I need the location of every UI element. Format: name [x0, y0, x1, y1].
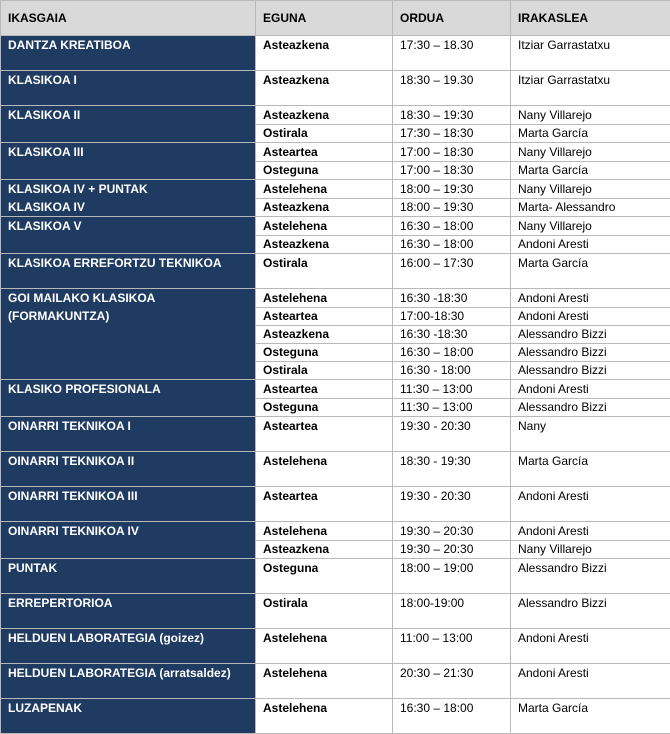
header-teacher: IRAKASLEA — [511, 1, 670, 36]
teacher-cell: Andoni Aresti — [511, 236, 670, 254]
table-row — [1, 180, 670, 199]
table-row — [1, 289, 670, 308]
subject-cell — [1, 106, 256, 143]
table-row — [1, 559, 670, 594]
time-cell: 16:30 – 18:00 — [393, 217, 511, 236]
subject-cell — [1, 629, 256, 664]
time-cell: 17:00 – 18:30 — [393, 162, 511, 180]
subject-name: PUNTAK — [8, 559, 255, 577]
table-row — [1, 452, 670, 487]
teacher-cell: Nany Villarejo — [511, 143, 670, 162]
table-row — [1, 217, 670, 236]
time-cell: 11:30 – 13:00 — [393, 380, 511, 399]
subject-cell — [1, 522, 256, 559]
time-cell: 17:30 – 18:30 — [393, 125, 511, 143]
time-cell: 16:30 – 18:00 — [393, 236, 511, 254]
table-row — [1, 143, 670, 162]
subject-name: DANTZA KREATIBOA — [8, 36, 255, 54]
time-cell: 18:30 – 19:30 — [393, 106, 511, 125]
teacher-cell: Nany Villarejo — [511, 106, 670, 125]
time-cell: 18:00 – 19:00 — [393, 559, 511, 594]
teacher-cell: Marta García — [511, 699, 670, 734]
time-cell: 17:00-18:30 — [393, 308, 511, 326]
teacher-cell: Marta- Alessandro — [511, 199, 670, 217]
day-cell: Ostirala — [256, 594, 393, 629]
table-row — [1, 417, 670, 452]
table-row — [1, 36, 670, 71]
day-cell: Asteartea — [256, 380, 393, 399]
time-cell: 16:30 – 18:00 — [393, 344, 511, 362]
time-cell: 18:30 - 19:30 — [393, 452, 511, 487]
teacher-cell: Alessandro Bizzi — [511, 559, 670, 594]
teacher-cell: Itziar Garrastatxu — [511, 71, 670, 106]
subject-name: KLASIKOA ERREFORTZU TEKNIKOA — [8, 254, 255, 272]
day-cell: Osteguna — [256, 162, 393, 180]
table-row — [1, 254, 670, 289]
table-row — [1, 699, 670, 734]
time-cell: 16:30 -18:30 — [393, 289, 511, 308]
subject-name: KLASIKOA V — [8, 217, 255, 235]
day-cell: Ostirala — [256, 125, 393, 143]
header-subject: IKASGAIA — [1, 1, 256, 36]
subject-name: KLASIKO PROFESIONALA — [8, 380, 255, 398]
day-cell: Osteguna — [256, 399, 393, 417]
table-row — [1, 522, 670, 541]
time-cell: 19:30 – 20:30 — [393, 541, 511, 559]
day-cell: Asteartea — [256, 143, 393, 162]
subject-cell — [1, 254, 256, 289]
subject-name: OINARRI TEKNIKOA IV — [8, 522, 255, 540]
table-row — [1, 629, 670, 664]
subject-name: KLASIKOA I — [8, 71, 255, 89]
header-time: ORDUA — [393, 1, 511, 36]
subject-name: LUZAPENAK — [8, 699, 255, 717]
day-cell: Osteguna — [256, 344, 393, 362]
day-cell: Asteazkena — [256, 71, 393, 106]
day-cell: Asteartea — [256, 417, 393, 452]
subject-name: KLASIKOA II — [8, 106, 255, 124]
day-cell: Ostirala — [256, 362, 393, 380]
subject-cell — [1, 380, 256, 417]
time-cell: 18:30 – 19.30 — [393, 71, 511, 106]
header-row — [1, 1, 670, 36]
subject-cell — [1, 71, 256, 106]
time-cell: 16:00 – 17:30 — [393, 254, 511, 289]
subject-name: OINARRI TEKNIKOA I — [8, 417, 255, 435]
time-cell: 11:00 – 13:00 — [393, 629, 511, 664]
subject-name: ERREPERTORIOA — [8, 594, 255, 612]
day-cell: Astelehena — [256, 452, 393, 487]
subject-name: KLASIKOA IV + PUNTAK — [8, 180, 255, 198]
subject-cell — [1, 289, 256, 380]
day-cell: Astelehena — [256, 180, 393, 199]
day-cell: Asteazkena — [256, 326, 393, 344]
teacher-cell: Andoni Aresti — [511, 380, 670, 399]
teacher-cell: Itziar Garrastatxu — [511, 36, 670, 71]
time-cell: 20:30 – 21:30 — [393, 664, 511, 699]
teacher-cell: Andoni Aresti — [511, 522, 670, 541]
time-cell: 11:30 – 13:00 — [393, 399, 511, 417]
teacher-cell: Alessandro Bizzi — [511, 362, 670, 380]
day-cell: Astelehena — [256, 629, 393, 664]
teacher-cell: Andoni Aresti — [511, 664, 670, 699]
subject-name: GOI MAILAKO KLASIKOA — [8, 289, 255, 307]
subject-cell — [1, 143, 256, 180]
teacher-cell: Andoni Aresti — [511, 308, 670, 326]
subject-cell — [1, 559, 256, 594]
day-cell: Asteazkena — [256, 541, 393, 559]
subject-name: (FORMAKUNTZA) — [8, 307, 255, 325]
day-cell: Astelehena — [256, 664, 393, 699]
teacher-cell: Nany Villarejo — [511, 180, 670, 199]
table-row — [1, 106, 670, 125]
subject-cell — [1, 699, 256, 734]
teacher-cell: Nany Villarejo — [511, 541, 670, 559]
table-row — [1, 487, 670, 522]
teacher-cell: Marta García — [511, 125, 670, 143]
teacher-cell: Alessandro Bizzi — [511, 399, 670, 417]
teacher-cell: Alessandro Bizzi — [511, 344, 670, 362]
teacher-cell: Alessandro Bizzi — [511, 326, 670, 344]
teacher-cell: Nany — [511, 417, 670, 452]
schedule-body — [1, 36, 670, 734]
time-cell: 19:30 - 20:30 — [393, 417, 511, 452]
day-cell: Astelehena — [256, 217, 393, 236]
teacher-cell: Marta García — [511, 162, 670, 180]
subject-cell — [1, 452, 256, 487]
table-row — [1, 594, 670, 629]
teacher-cell: Nany Villarejo — [511, 217, 670, 236]
teacher-cell: Marta García — [511, 452, 670, 487]
time-cell: 17:00 – 18:30 — [393, 143, 511, 162]
day-cell: Asteazkena — [256, 106, 393, 125]
table-row — [1, 664, 670, 699]
day-cell: Astelehena — [256, 699, 393, 734]
time-cell: 19:30 – 20:30 — [393, 522, 511, 541]
time-cell: 18:00 – 19:30 — [393, 180, 511, 199]
time-cell: 19:30 - 20:30 — [393, 487, 511, 522]
day-cell: Asteazkena — [256, 199, 393, 217]
day-cell: Asteartea — [256, 487, 393, 522]
time-cell: 16:30 – 18:00 — [393, 699, 511, 734]
day-cell: Osteguna — [256, 559, 393, 594]
subject-cell — [1, 487, 256, 522]
subject-cell — [1, 36, 256, 71]
subject-cell — [1, 664, 256, 699]
teacher-cell: Andoni Aresti — [511, 289, 670, 308]
time-cell: 16:30 -18:30 — [393, 326, 511, 344]
subject-cell — [1, 594, 256, 629]
day-cell: Asteartea — [256, 308, 393, 326]
time-cell: 16:30 - 18:00 — [393, 362, 511, 380]
teacher-cell: Andoni Aresti — [511, 487, 670, 522]
time-cell: 18:00-19:00 — [393, 594, 511, 629]
subject-name: OINARRI TEKNIKOA III — [8, 487, 255, 505]
day-cell: Ostirala — [256, 254, 393, 289]
subject-name: KLASIKOA III — [8, 143, 255, 161]
time-cell: 17:30 – 18.30 — [393, 36, 511, 71]
table-row — [1, 380, 670, 399]
day-cell: Asteazkena — [256, 236, 393, 254]
subject-name: HELDUEN LABORATEGIA (goizez) — [8, 629, 255, 647]
teacher-cell: Alessandro Bizzi — [511, 594, 670, 629]
subject-cell — [1, 417, 256, 452]
subject-cell — [1, 217, 256, 254]
teacher-cell: Marta García — [511, 254, 670, 289]
table-row — [1, 71, 670, 106]
time-cell: 18:00 – 19:30 — [393, 199, 511, 217]
day-cell: Asteazkena — [256, 36, 393, 71]
subject-name: OINARRI TEKNIKOA II — [8, 452, 255, 470]
subject-name: KLASIKOA IV — [8, 198, 255, 216]
header-day: EGUNA — [256, 1, 393, 36]
day-cell: Astelehena — [256, 522, 393, 541]
subject-name: HELDUEN LABORATEGIA (arratsaldez) — [8, 664, 255, 682]
teacher-cell: Andoni Aresti — [511, 629, 670, 664]
subject-cell — [1, 180, 256, 217]
day-cell: Astelehena — [256, 289, 393, 308]
